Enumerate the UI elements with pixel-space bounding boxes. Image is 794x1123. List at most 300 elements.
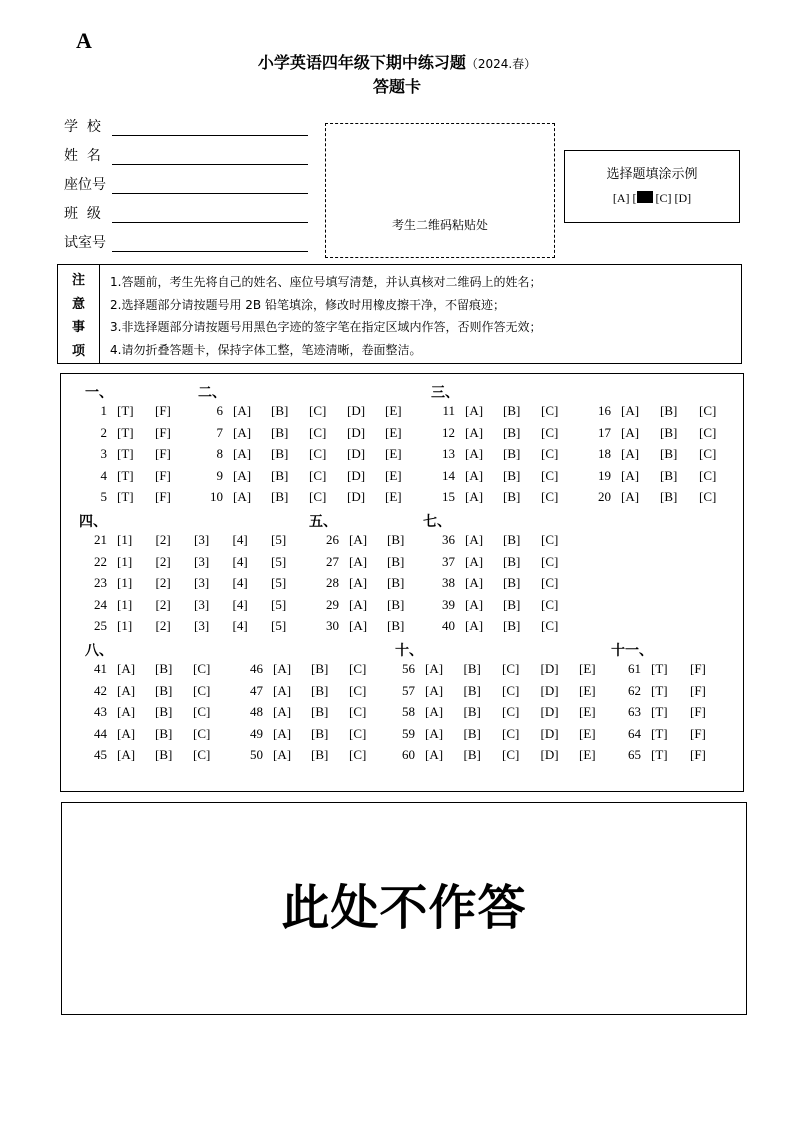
question-number: 24 (94, 596, 107, 612)
answer-bubble[interactable]: [A] (349, 618, 368, 633)
question-row (583, 489, 738, 505)
answer-bubble[interactable]: [A] (465, 424, 484, 440)
answer-bubble[interactable]: [B] (503, 618, 521, 633)
answer-bubble[interactable]: [E] (385, 403, 402, 418)
answer-bubble[interactable]: [B] (155, 704, 173, 719)
answer-bubble[interactable]: [C] (349, 682, 367, 698)
info-field-line[interactable] (112, 209, 308, 223)
question-number: 59 (402, 725, 415, 741)
answer-bubble[interactable]: [3] (194, 532, 210, 547)
notice-heading (58, 265, 100, 363)
answer-bubble[interactable]: [B] (155, 747, 173, 762)
answer-bubble[interactable]: [A] (621, 403, 640, 418)
answer-bubble[interactable]: [D] (540, 682, 559, 698)
answer-bubble[interactable]: [B] (387, 553, 405, 569)
answer-bubble[interactable]: [4] (232, 618, 248, 633)
question-row (425, 446, 579, 462)
question-number: 58 (402, 704, 415, 719)
question-row (193, 489, 423, 505)
answer-bubble[interactable]: [A] (465, 446, 484, 461)
answer-bubble[interactable]: [2] (155, 532, 171, 547)
notice-heading-char: 项 (71, 343, 85, 359)
question-row (425, 597, 579, 613)
question-row (77, 683, 231, 699)
question-row (385, 726, 618, 742)
info-field (64, 174, 308, 194)
answer-bubble[interactable]: [T] (651, 682, 668, 698)
answer-bubble[interactable]: [C] (541, 403, 559, 418)
answer-bubble[interactable]: [D] (347, 467, 366, 483)
answer-bubble[interactable]: [A] (465, 467, 484, 483)
answer-bubble[interactable]: [5] (271, 596, 287, 612)
question-number: 38 (442, 575, 455, 590)
question-row (233, 661, 387, 677)
question-row (309, 575, 425, 591)
answer-bubble[interactable]: [C] (502, 661, 520, 676)
question-row (309, 532, 425, 548)
question-number: 10 (210, 489, 223, 504)
question-number: 20 (598, 489, 611, 504)
answer-bubble[interactable]: [C] (309, 424, 327, 440)
answer-bubble[interactable]: [C] (309, 446, 327, 461)
answer-bubble[interactable]: [D] (540, 725, 559, 741)
answer-bubble[interactable]: [5] (271, 553, 287, 569)
section-heading: 一、 (85, 385, 113, 401)
answer-bubble[interactable]: [4] (232, 596, 248, 612)
answer-bubble[interactable]: [A] (233, 446, 252, 461)
question-row (425, 489, 579, 505)
answer-bubble[interactable]: [B] (660, 446, 678, 461)
question-number: 30 (326, 618, 339, 633)
answer-bubble[interactable]: [A] (273, 747, 292, 762)
question-number: 25 (94, 618, 107, 633)
answer-bubble[interactable]: [C] (502, 682, 520, 698)
question-number: 3 (100, 446, 107, 461)
question-row (77, 597, 310, 613)
answer-bubble[interactable]: [E] (385, 489, 402, 504)
answer-bubble[interactable]: [A] (349, 575, 368, 590)
title-text: 小学英语四年级下期中练习题 (257, 53, 466, 72)
answer-bubble[interactable]: [B] (387, 596, 405, 612)
answer-bubble[interactable]: [C] (309, 403, 327, 418)
answer-bubble[interactable]: [A] (621, 489, 640, 504)
answer-bubble[interactable]: [B] (387, 618, 405, 633)
question-row (77, 747, 231, 763)
answer-bubble[interactable]: [C] (541, 596, 559, 612)
question-row (309, 597, 425, 613)
answer-bubble[interactable]: [C] (309, 467, 327, 483)
question-number: 4 (100, 467, 107, 483)
question-row (583, 468, 738, 484)
question-number: 16 (598, 403, 611, 418)
notice-item: 1.答题前，考生先将自己的姓名、座位号填写清楚，并认真核对二维码上的姓名； (110, 275, 542, 289)
answer-bubble[interactable]: [A] (273, 661, 292, 676)
question-row (77, 532, 310, 548)
answer-bubble[interactable]: [A] (465, 575, 484, 590)
answer-bubble[interactable]: [A] (465, 618, 484, 633)
answer-bubble[interactable]: [D] (540, 747, 559, 762)
answer-bubble[interactable]: [F] (155, 446, 171, 461)
question-number: 39 (442, 596, 455, 612)
answer-bubble[interactable]: [B] (311, 725, 329, 741)
answer-bubble[interactable]: [A] (273, 682, 292, 698)
question-row (77, 403, 193, 419)
answer-bubble[interactable]: [B] (155, 725, 173, 741)
answer-bubble[interactable]: [D] (347, 446, 366, 461)
answer-bubble[interactable]: [D] (347, 403, 366, 418)
answer-bubble[interactable]: [B] (660, 489, 678, 504)
fill-sample-box (564, 150, 740, 223)
answer-bubble[interactable]: [A] (425, 704, 444, 719)
answer-bubble[interactable]: [C] (193, 725, 211, 741)
info-field-line[interactable] (112, 238, 308, 252)
answer-bubble[interactable]: [T] (651, 704, 668, 719)
answer-bubble[interactable]: [F] (155, 403, 171, 418)
info-field (64, 203, 308, 223)
answer-bubble[interactable]: [C] (541, 446, 559, 461)
question-number: 44 (94, 725, 107, 741)
answer-bubble[interactable]: [A] (273, 704, 292, 719)
answer-bubble[interactable]: [B] (503, 403, 521, 418)
info-field-label: 座位号 (64, 177, 106, 193)
answer-bubble[interactable]: [A] (349, 553, 368, 569)
title-note: （2024.春） (465, 57, 537, 71)
answer-bubble[interactable]: [C] (699, 403, 717, 418)
question-row (309, 554, 425, 570)
answer-bubble[interactable]: [E] (579, 704, 596, 719)
answer-bubble[interactable]: [A] (621, 467, 640, 483)
answer-bubble[interactable]: [F] (690, 661, 706, 676)
notice-heading-char: 事 (71, 320, 85, 336)
question-row (193, 468, 423, 484)
info-field-label: 班 级 (64, 206, 101, 222)
answer-bubble[interactable]: [B] (463, 661, 481, 676)
answer-bubble[interactable]: [B] (463, 747, 481, 762)
answer-bubble[interactable]: [3] (194, 553, 210, 569)
answer-bubble[interactable]: [C] (541, 467, 559, 483)
answer-bubble[interactable]: [A] (621, 424, 640, 440)
question-number: 26 (326, 532, 339, 547)
answer-bubble[interactable]: [3] (194, 618, 210, 633)
notice-items (100, 265, 741, 363)
section-heading: 三、 (431, 385, 459, 401)
answer-bubble[interactable]: [F] (690, 747, 706, 762)
answer-bubble[interactable]: [B] (660, 467, 678, 483)
no-answer-area (61, 802, 747, 1015)
answer-bubble[interactable]: [A] (425, 661, 444, 676)
section-heading: 八、 (85, 643, 113, 659)
answer-bubble[interactable]: [C] (193, 747, 211, 762)
answer-bubble[interactable]: [A] (349, 532, 368, 547)
answer-bubble[interactable]: [A] (465, 596, 484, 612)
answer-bubble[interactable]: [A] (117, 682, 136, 698)
question-number: 8 (216, 446, 223, 461)
answer-bubble[interactable]: [B] (660, 403, 678, 418)
fill-sample-title: 选择题填涂示例 (606, 167, 698, 182)
answer-bubble[interactable]: [B] (503, 424, 521, 440)
question-row (583, 425, 738, 441)
answer-bubble[interactable]: [C] (193, 661, 211, 676)
answer-bubble[interactable]: [C] (193, 704, 211, 719)
question-number: 37 (442, 553, 455, 569)
question-number: 49 (250, 725, 263, 741)
answer-bubble[interactable]: [E] (385, 467, 402, 483)
answer-bubble[interactable]: [B] (503, 446, 521, 461)
answer-bubble[interactable]: [E] (385, 446, 402, 461)
answer-bubble[interactable]: [B] (311, 747, 329, 762)
answer-bubble[interactable]: [B] (271, 424, 289, 440)
answer-bubble[interactable]: [E] (579, 682, 596, 698)
question-row (233, 704, 387, 720)
answer-bubble[interactable]: [B] (463, 704, 481, 719)
answer-bubble[interactable]: [3] (194, 596, 210, 612)
info-field-line[interactable] (112, 180, 308, 194)
question-number: 28 (326, 575, 339, 590)
answer-bubble[interactable]: [C] (349, 661, 367, 676)
answer-bubble[interactable]: [A] (425, 682, 444, 698)
question-number: 50 (250, 747, 263, 762)
answer-bubble[interactable]: [A] (621, 446, 640, 461)
answer-bubble[interactable]: [5] (271, 618, 287, 633)
question-number: 27 (326, 553, 339, 569)
question-row (613, 683, 729, 699)
answer-bubble[interactable]: [T] (117, 489, 134, 504)
answer-bubble[interactable]: [5] (271, 532, 287, 547)
notice-heading-char: 意 (71, 296, 85, 312)
answer-bubble[interactable]: [2] (155, 575, 171, 590)
answer-bubble[interactable]: [E] (579, 725, 596, 741)
answer-bubble[interactable]: [B] (387, 532, 405, 547)
section-heading: 七、 (423, 514, 451, 530)
answer-bubble[interactable]: [F] (155, 424, 171, 440)
question-number: 43 (94, 704, 107, 719)
answer-bubble[interactable]: [B] (660, 424, 678, 440)
fill-sample-options (565, 191, 739, 206)
answer-bubble[interactable]: [D] (347, 424, 366, 440)
answer-bubble[interactable]: [B] (311, 661, 329, 676)
answer-bubble[interactable]: [C] (349, 704, 367, 719)
answer-bubble[interactable]: [5] (271, 575, 287, 590)
answer-bubble[interactable]: [E] (385, 424, 402, 440)
question-row (613, 704, 729, 720)
answer-bubble[interactable]: [T] (651, 725, 668, 741)
section-heading: 十、 (395, 643, 423, 659)
answer-bubble[interactable]: [F] (690, 725, 706, 741)
notice-heading-char: 注 (71, 273, 85, 289)
answer-bubble[interactable]: [D] (347, 489, 366, 504)
answer-bubble[interactable]: [B] (503, 596, 521, 612)
answer-bubble[interactable]: [1] (117, 553, 133, 569)
answer-bubble[interactable]: [4] (232, 575, 248, 590)
question-row (425, 425, 579, 441)
answer-bubble[interactable]: [D] (540, 661, 559, 676)
answer-bubble[interactable]: [C] (193, 682, 211, 698)
answer-bubble[interactable]: [A] (233, 424, 252, 440)
info-field-label: 试室号 (64, 235, 106, 251)
answer-bubble[interactable]: [B] (503, 532, 521, 547)
answer-bubble[interactable]: [A] (465, 489, 484, 504)
answer-bubble[interactable]: [C] (309, 489, 327, 504)
info-field-line[interactable] (112, 151, 308, 165)
question-number: 11 (442, 403, 455, 418)
question-number: 18 (598, 446, 611, 461)
answer-bubble[interactable]: [T] (117, 446, 134, 461)
answer-bubble[interactable]: [F] (155, 489, 171, 504)
answer-bubble[interactable]: [B] (311, 682, 329, 698)
answer-bubble[interactable]: [A] (465, 532, 484, 547)
answer-bubble[interactable]: [A] (117, 704, 136, 719)
answer-bubble[interactable]: [4] (232, 532, 248, 547)
answer-bubble[interactable]: [4] (232, 553, 248, 569)
answer-bubble[interactable]: [A] (233, 467, 252, 483)
answer-bubble[interactable]: [C] (541, 618, 559, 633)
answer-bubble[interactable]: [A] (425, 747, 444, 762)
question-number: 23 (94, 575, 107, 590)
question-number: 1 (100, 403, 107, 418)
answer-bubble[interactable]: [2] (155, 618, 171, 633)
answer-bubble[interactable]: [T] (117, 467, 134, 483)
section-heading: 四、 (79, 514, 107, 530)
question-number: 13 (442, 446, 455, 461)
question-row (385, 704, 618, 720)
qr-code-label: 考生二维码粘贴处 (391, 218, 488, 232)
answer-bubble[interactable]: [3] (194, 575, 210, 590)
answer-bubble[interactable]: [F] (155, 467, 171, 483)
answer-bubble[interactable]: [B] (155, 682, 173, 698)
answer-bubble[interactable]: [B] (387, 575, 405, 590)
answer-bubble[interactable]: [F] (690, 704, 706, 719)
question-number: 36 (442, 532, 455, 547)
answer-bubble[interactable]: [C] (541, 575, 559, 590)
question-number: 19 (598, 467, 611, 483)
answer-bubble[interactable]: [A] (465, 403, 484, 418)
question-row (233, 747, 387, 763)
info-field (64, 116, 308, 136)
question-row (425, 532, 579, 548)
question-row (583, 403, 738, 419)
answer-bubble[interactable]: [2] (155, 596, 171, 612)
answer-bubble[interactable]: [2] (155, 553, 171, 569)
answer-bubble[interactable]: [C] (541, 553, 559, 569)
answer-bubble[interactable]: [E] (579, 747, 596, 762)
question-row (77, 425, 193, 441)
answer-bubble[interactable]: [F] (690, 682, 706, 698)
question-number: 29 (326, 596, 339, 612)
answer-bubble[interactable]: [A] (425, 725, 444, 741)
answer-bubble[interactable]: [C] (349, 747, 367, 762)
section-heading: 五、 (309, 514, 337, 530)
answer-bubble[interactable]: [D] (540, 704, 559, 719)
answer-bubble[interactable]: [B] (155, 661, 173, 676)
question-number: 48 (250, 704, 263, 719)
answer-bubble[interactable]: [B] (271, 467, 289, 483)
answer-bubble[interactable]: [C] (502, 747, 520, 762)
question-number: 41 (94, 661, 107, 676)
info-field (64, 145, 308, 165)
answer-bubble[interactable]: [B] (271, 446, 289, 461)
question-number: 64 (628, 725, 641, 741)
question-row (425, 403, 579, 419)
answer-bubble[interactable]: [C] (541, 424, 559, 440)
question-row (613, 726, 729, 742)
question-number: 14 (442, 467, 455, 483)
answer-bubble[interactable]: [A] (273, 725, 292, 741)
question-number: 21 (94, 532, 107, 547)
no-answer-text: 此处不作答 (281, 880, 527, 936)
fill-sample-options-before: [A] [ (612, 191, 637, 205)
question-row (193, 403, 423, 419)
answer-bubble[interactable]: [B] (463, 682, 481, 698)
answer-bubble[interactable]: [B] (271, 403, 289, 418)
question-number: 5 (100, 489, 107, 504)
answer-bubble[interactable]: [A] (117, 661, 136, 676)
question-number: 57 (402, 682, 415, 698)
question-number: 6 (216, 403, 223, 418)
question-number: 12 (442, 424, 455, 440)
answer-bubble[interactable]: [C] (541, 489, 559, 504)
answer-bubble[interactable]: [A] (117, 747, 136, 762)
notice-item: 3.非选择题部分请按题号用黑色字迹的签字笔在指定区域内作答，否则作答无效； (110, 320, 542, 334)
info-field-label: 学 校 (64, 119, 101, 135)
section-heading: 十一、 (611, 643, 653, 659)
question-row (233, 726, 387, 742)
answer-bubble[interactable]: [C] (502, 725, 520, 741)
answer-bubble[interactable]: [1] (117, 575, 133, 590)
answer-bubble[interactable]: [A] (349, 596, 368, 612)
answer-bubble[interactable]: [C] (699, 446, 717, 461)
question-row (77, 618, 310, 634)
answer-bubble[interactable]: [B] (503, 553, 521, 569)
answer-bubble[interactable]: [B] (271, 489, 289, 504)
answer-bubble[interactable]: [A] (117, 725, 136, 741)
page-subtitle: 答题卡 (372, 77, 421, 96)
answer-bubble[interactable]: [B] (503, 575, 521, 590)
info-field-line[interactable] (112, 122, 308, 136)
answer-bubble[interactable]: [1] (117, 532, 133, 547)
answer-bubble[interactable]: [T] (651, 661, 668, 676)
question-number: 63 (628, 704, 641, 719)
version-label: A (76, 28, 92, 53)
answer-bubble[interactable]: [C] (541, 532, 559, 547)
answer-bubble[interactable]: [B] (311, 704, 329, 719)
question-number: 15 (442, 489, 455, 504)
answer-bubble[interactable]: [1] (117, 596, 133, 612)
question-row (425, 468, 579, 484)
answer-bubble[interactable]: [B] (463, 725, 481, 741)
answer-bubble[interactable]: [A] (233, 403, 252, 418)
answer-bubble[interactable]: [C] (699, 489, 717, 504)
answer-bubble[interactable]: [T] (651, 747, 668, 762)
answer-bubble[interactable]: [C] (502, 704, 520, 719)
answer-bubble[interactable]: [T] (117, 424, 134, 440)
question-row (77, 575, 310, 591)
answer-bubble[interactable]: [C] (699, 467, 717, 483)
question-row (425, 618, 579, 634)
question-row (77, 446, 193, 462)
section-heading: 二、 (198, 385, 226, 401)
answer-bubble[interactable]: [E] (579, 661, 596, 676)
answer-bubble[interactable]: [A] (465, 553, 484, 569)
question-number: 47 (250, 682, 263, 698)
answer-bubble[interactable]: [B] (503, 467, 521, 483)
answer-bubble[interactable]: [A] (233, 489, 252, 504)
answer-bubble[interactable]: [C] (699, 424, 717, 440)
answer-bubble[interactable]: [T] (117, 403, 134, 418)
question-row (425, 554, 579, 570)
answer-bubble[interactable]: [C] (349, 725, 367, 741)
answer-bubble[interactable]: [1] (117, 618, 133, 633)
answer-bubble[interactable]: [B] (503, 489, 521, 504)
